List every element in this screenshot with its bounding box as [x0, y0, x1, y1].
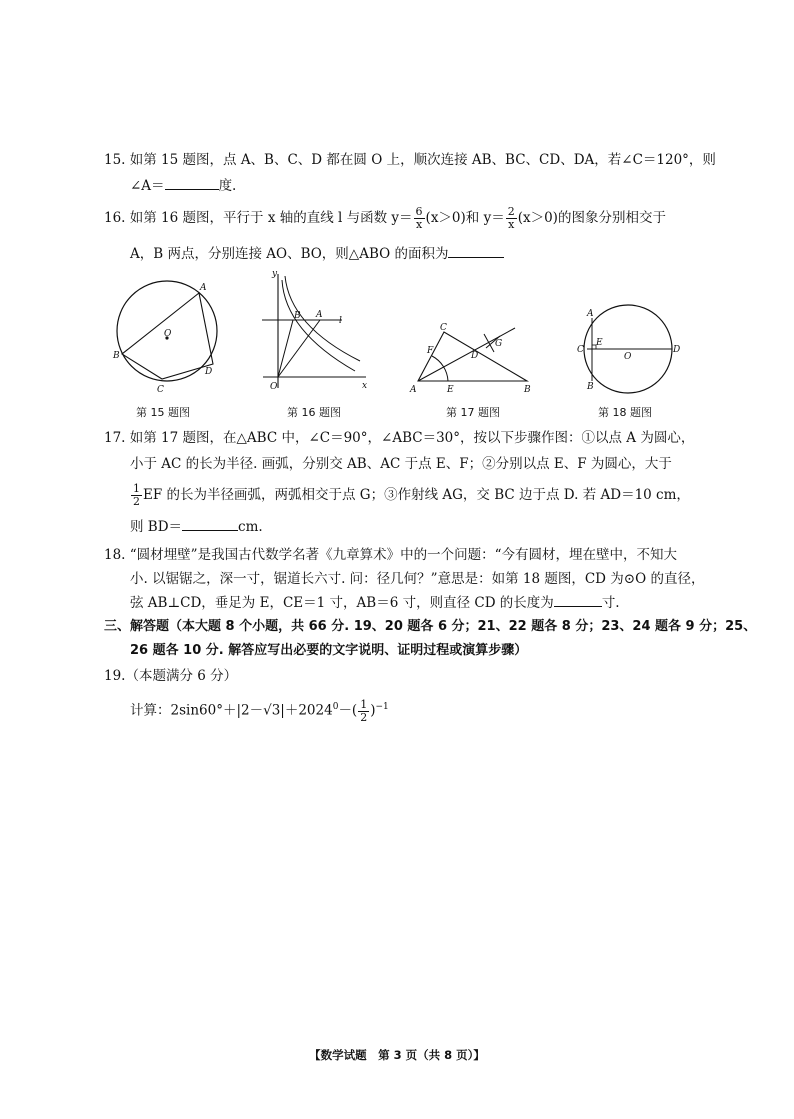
- q15-angle-label: ∠A＝: [130, 178, 165, 194]
- fig17-caption: 第 17 题图: [446, 406, 500, 419]
- q17-line4: [130, 517, 263, 537]
- q16-frac1-num: 6: [415, 205, 423, 218]
- q16-line2: [130, 244, 504, 264]
- q17-answer-blank: [182, 518, 238, 531]
- fig15-label-B: B: [113, 351, 120, 361]
- q18-answer-blank: [554, 594, 602, 607]
- q16-frac2-num: 2: [507, 205, 515, 218]
- page-footer: 【数学试题 第 3 页（共 8 页）】: [309, 1048, 485, 1062]
- q16-text-a: 16. 如第 16 题图，平行于 x 轴的直线 l 与函数 y＝: [104, 210, 413, 226]
- q17-frac-den: 2: [133, 495, 140, 508]
- q17-bd-label: 则 BD＝: [130, 519, 183, 535]
- fig16-diagram: [262, 269, 367, 392]
- fig15-label-A: A: [200, 283, 207, 293]
- fig16-segment-AO: [278, 320, 320, 377]
- q16-frac2-den: x: [508, 218, 515, 231]
- fig17-diagram: [409, 323, 531, 395]
- q18-line3: [130, 593, 620, 613]
- fig18-label-A: A: [587, 309, 594, 319]
- fig17-label-A: A: [410, 385, 417, 395]
- q18-line2: 小. 以锯锯之，深一寸，锯道长六寸. 问：径几何？”意思是：如第 18 题图，CD 为⊙O 的直径，: [130, 571, 705, 587]
- fig15-label-D: D: [205, 367, 213, 377]
- fig16-label-B: B: [294, 311, 301, 321]
- q19-fraction-half: [358, 699, 369, 724]
- fig18-label-O: O: [624, 352, 632, 362]
- q16-text-b: (x＞0)和 y＝: [425, 210, 505, 226]
- q17-line3: [130, 480, 690, 510]
- fig16-label-y: y: [272, 269, 278, 279]
- q19-exp-zero: 0: [332, 702, 339, 712]
- q17-unit: cm.: [238, 519, 263, 535]
- fig17-label-C: C: [440, 323, 447, 333]
- q16-line1: [104, 204, 666, 232]
- fig17-label-D: D: [471, 351, 479, 361]
- q17-frac-num: 1: [133, 482, 140, 495]
- q19-expression: [130, 692, 389, 726]
- figures-row: [0, 266, 794, 402]
- fig16-label-A: A: [316, 310, 323, 320]
- fig16-label-l: l: [339, 316, 342, 326]
- fig15-label-O: O: [164, 329, 172, 339]
- q15-line2: [130, 176, 236, 196]
- fig16-segment-BO: [278, 320, 293, 377]
- q18-text-line3: 弦 AB⊥CD，垂足为 E，CE＝1 寸，AB＝6 寸，则直径 CD 的长度为: [130, 595, 554, 611]
- fig18-label-B: B: [587, 382, 594, 392]
- q17-text-line3: EF 的长为半径画弧，两弧相交于点 G；③作射线 AG，交 BC 边于点 D. 若 AD＝10 cm，: [143, 487, 690, 503]
- fig17-label-B: B: [524, 385, 531, 395]
- fig15-label-C: C: [157, 385, 164, 395]
- fig16-caption: 第 16 题图: [287, 406, 341, 419]
- fig18-label-D: D: [673, 345, 681, 355]
- fig15-caption: 第 15 题图: [136, 406, 190, 419]
- q18-unit: 寸.: [601, 595, 620, 611]
- q16-answer-blank: [448, 245, 504, 258]
- fig18-caption: 第 18 题图: [598, 406, 652, 419]
- fig15-diagram: [112, 281, 217, 395]
- q16-frac1-den: x: [415, 218, 423, 231]
- q15-answer-blank: [165, 177, 219, 190]
- q17-line1: 17. 如第 17 题图，在△ABC 中，∠C＝90°，∠ABC＝30°，按以下步骤作图：①以点 A 为圆心，: [104, 430, 695, 446]
- q15-unit: 度.: [218, 178, 237, 194]
- fig17-label-E: E: [447, 385, 454, 395]
- fig17-label-G: G: [495, 339, 503, 349]
- q19-frac-den: 2: [360, 710, 368, 724]
- q17-fraction-half: [131, 483, 142, 508]
- q19-title: 19.（本题满分 6 分）: [104, 668, 238, 684]
- q19-exp-neg-one: −1: [375, 702, 389, 712]
- fig18-label-E: E: [596, 338, 603, 348]
- section3-line1: 三、解答题（本大题 8 个小题，共 66 分. 19、20 题各 6 分；21、22 题各 8 分；23、24 题各 9 分；25、: [104, 619, 757, 634]
- fig17-label-F: F: [427, 346, 434, 356]
- q19-expr-c: ): [370, 702, 376, 719]
- q18-line1: 18. “圆材埋壁”是我国古代数学名著《九章算术》中的一个问题：“今有圆材，埋在壁中，不知大: [104, 547, 677, 563]
- q15-line1: 15. 如第 15 题图，点 A、B、C、D 都在圆 O 上，顺次连接 AB、BC、CD、DA，若∠C＝120°，则: [104, 152, 716, 168]
- fig18-diagram: [577, 305, 680, 393]
- q16-text-c: (x＞0)的图象分别相交于: [517, 210, 666, 226]
- section3-line2: 26 题各 10 分. 解答应写出必要的文字说明、证明过程或演算步骤）: [130, 643, 528, 658]
- q19-expr-b: －(: [338, 702, 358, 719]
- q16-fraction-2x: [506, 206, 517, 231]
- q16-fraction-6x: [414, 206, 425, 231]
- q19-frac-num: 1: [360, 697, 368, 711]
- fig18-label-C: C: [577, 345, 584, 355]
- q16-text-line2: A，B 两点，分别连接 AO、BO，则△ABO 的面积为: [130, 246, 449, 262]
- q17-line2: 小于 AC 的长为半径. 画弧，分别交 AB、AC 于点 E、F；②分别以点 E、F 为圆心，大于: [130, 456, 672, 472]
- fig16-label-O: O: [270, 382, 278, 392]
- fig16-label-x: x: [362, 381, 368, 391]
- q19-expr-a: 计算：2sin60°＋|2－√3|＋2024: [130, 702, 333, 719]
